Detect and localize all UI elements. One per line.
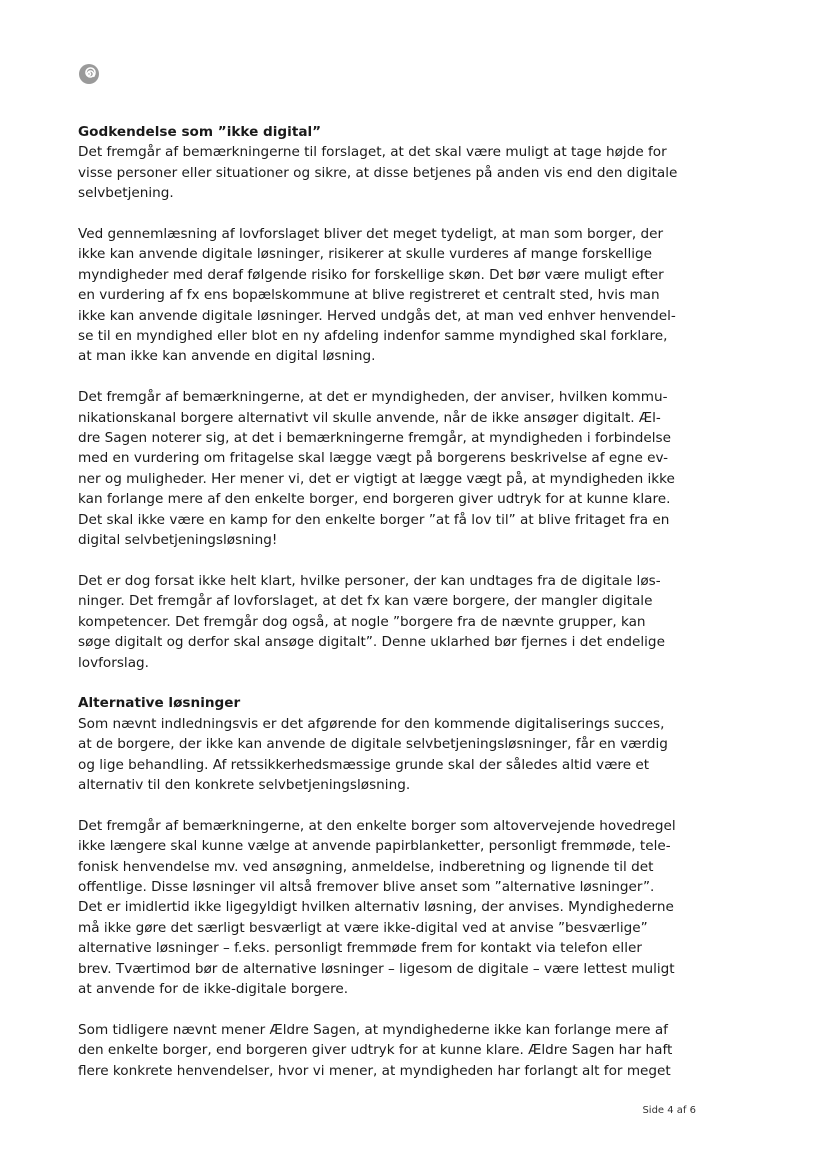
text-line: Ved gennemlæsning af lovforslaget bliver det meget tydeligt, at man som borger, der [78,226,664,243]
text-line: at man ikke kan anvende en digital løsning. [78,348,376,365]
paragraph [78,714,708,796]
text-line: Som tidligere nævnt mener Ældre Sagen, at myndighederne ikke kan forlange mere af [78,1021,668,1038]
text-line: offentlige. Disse løsninger vil altså fremover blive anset som ”alternative løsninger”. [78,878,655,895]
text-line: nikationskanal borgere alternativt vil skulle anvende, når de ikke ansøger digitalt. Æl- [78,409,661,426]
text-line: at de borgere, der ikke kan anvende de digitale selvbetjeningsløsninger, får en værdig [78,736,668,753]
section-alternative-loesninger [78,693,708,1081]
text-line: ner og muligheder. Her mener vi, det er vigtigt at lægge vægt på, at myndigheden ikke [78,470,675,487]
text-line: visse personer eller situationer og sikre, at disse betjenes på anden vis end den digitale [78,164,678,181]
text-line: at anvende for de ikke-digitale borgere. [78,980,349,997]
text-line: Det fremgår af bemærkningerne, at den enkelte borger som altovervejende hovedregel [78,817,676,834]
text-line: dre Sagen noterer sig, at det i bemærkningerne fremgår, at myndigheden i forbindelse [78,430,671,447]
spiral-logo-icon [78,63,100,85]
text-line: må ikke gøre det særligt besværligt at være ikke-digital ved at anvise ”besværlige” [78,919,648,936]
text-line: med en vurdering om fritagelse skal lægge vægt på borgerens beskrivelse af egne ev- [78,450,669,467]
text-line: Det fremgår af bemærkningerne, at det er myndigheden, der anviser, hvilken kommu- [78,389,668,406]
text-line: flere konkrete henvendelser, hvor vi mener, at myndigheden har forlangt alt for meget [78,1062,671,1079]
text-line: Det skal ikke være en kamp for den enkelte borger ”at få lov til” at blive fritaget fra en [78,511,670,528]
text-line: lovforslag. [78,654,149,671]
section-heading: Alternative løsninger [78,695,241,712]
text-line: ninger. Det fremgår af lovforslaget, at det fx kan være borgere, der mangler digitale [78,593,653,610]
text-line: alternative løsninger – f.eks. personligt fremmøde frem for kontakt via telefon eller [78,940,642,957]
text-line: ikke længere skal kunne vælge at anvende papirblanketter, personligt fremmøde, tele- [78,838,671,855]
text-line: kompetencer. Det fremgår dog også, at nogle ”borgere fra de nævnte grupper, kan [78,613,646,630]
document-body [78,122,708,1081]
text-line: Det er dog forsat ikke helt klart, hvilke personer, der kan undtages fra de digitale løs- [78,572,661,589]
text-line: se til en myndighed eller blot en ny afdeling indenfor samme myndighed skal forklare, [78,328,668,345]
paragraph [78,142,708,203]
text-line: alternativ til den konkrete selvbetjeningsløsning. [78,776,411,793]
text-line: Det er imidlertid ikke ligegyldigt hvilken alternativ løsning, der anvises. Myndighederne [78,899,674,916]
text-line: digital selvbetjeningsløsning! [78,532,278,549]
text-line: den enkelte borger, end borgeren giver udtryk for at kunne klare. Ældre Sagen har haft [78,1042,673,1059]
text-line: en vurdering af fx ens bopælskommune at blive registreret et centralt sted, hvis man [78,287,660,304]
page-number: Side 4 af 6 [642,1105,696,1116]
paragraph [78,571,708,673]
paragraph [78,224,708,367]
section-heading: Godkendelse som ”ikke digital” [78,124,322,140]
text-line: ikke kan anvende digitale løsninger. Herved undgås det, at man ved enhver henvendel- [78,307,676,324]
paragraph [78,1020,708,1081]
text-line: kan forlange mere af den enkelte borger, end borgeren giver udtryk for at kunne klare. [78,491,671,508]
section-godkendelse [78,122,708,673]
text-line: selvbetjening. [78,185,174,202]
text-line: myndigheder med deraf følgende risiko for forskellige skøn. Det bør være muligt efter [78,266,664,283]
text-line: fonisk henvendelse mv. ved ansøgning, anmeldelse, indberetning og lignende til det [78,858,654,875]
text-line: Som nævnt indledningsvis er det afgørende for den kommende digitaliserings succes, [78,715,665,732]
text-line: ikke kan anvende digitale løsninger, risikerer at skulle vurderes af mange forskellige [78,246,652,263]
text-line: brev. Tværtimod bør de alternative løsninger – ligesom de digitale – være lettest muligt [78,960,675,977]
text-line: søge digitalt og derfor skal ansøge digitalt”. Denne uklarhed bør fjernes i det endelige [78,634,665,651]
paragraph [78,816,708,1000]
paragraph [78,387,708,550]
text-line: Det fremgår af bemærkningerne til forslaget, at det skal være muligt at tage højde for [78,144,667,161]
text-line: og lige behandling. Af retssikkerhedsmæssige grunde skal der således altid være et [78,756,650,773]
